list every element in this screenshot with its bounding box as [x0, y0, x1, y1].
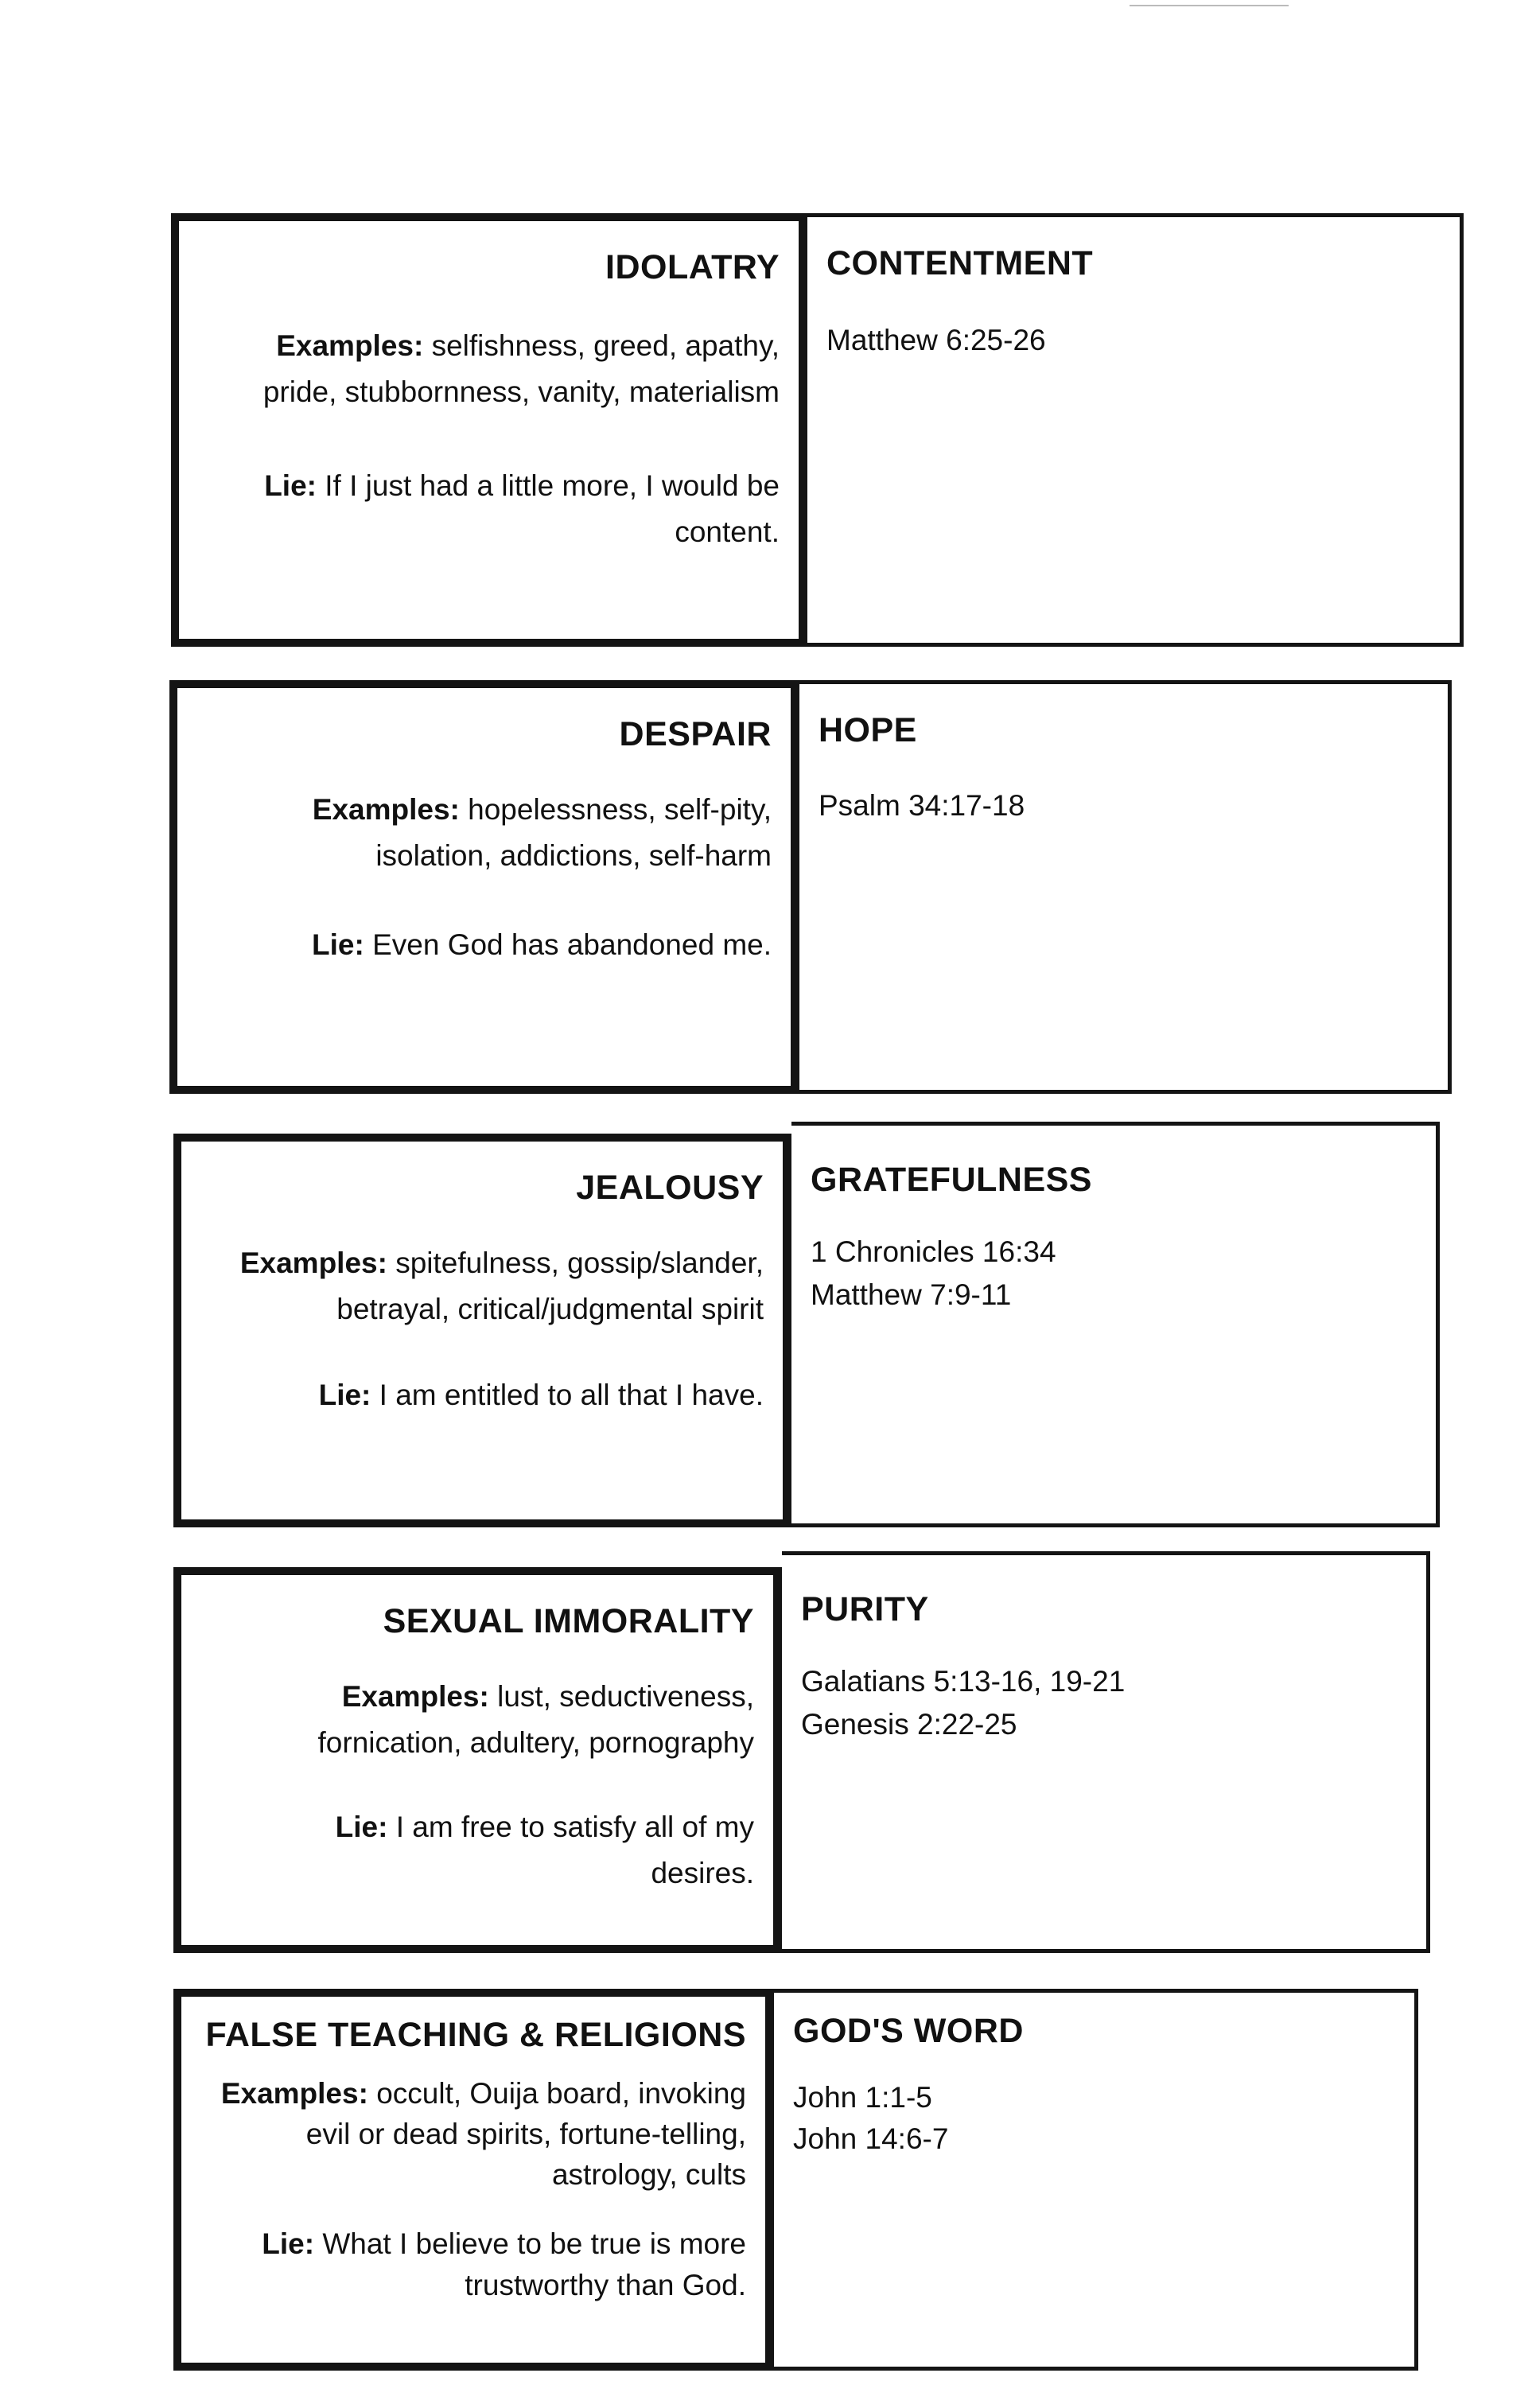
sin-cell-false-teaching [173, 1989, 774, 2371]
sin-title: FALSE TEACHING & RELIGIONS [205, 2016, 746, 2054]
sin-title: IDOLATRY [605, 248, 780, 286]
sin-cell-despair [169, 680, 799, 1094]
examples-line2: pride, stubbornness, vanity, materialism [262, 375, 780, 408]
virtue-title: GOD'S WORD [793, 2012, 1024, 2050]
scripture-ref: Matthew 7:9-11 [811, 1278, 1012, 1311]
virtue-title: PURITY [801, 1590, 929, 1628]
lie-label: Lie: [312, 928, 364, 961]
lie-line1: I am entitled to all that I have. [379, 1379, 764, 1411]
sin-examples [181, 1674, 754, 1766]
sin-cell-jealousy [173, 1134, 791, 1527]
sin-examples [179, 323, 780, 415]
lie-line1: Even God has abandoned me. [372, 928, 772, 961]
lie-line2: trustworthy than God. [465, 2269, 746, 2301]
sin-lie [181, 2223, 746, 2306]
examples-label: Examples: [341, 1680, 489, 1713]
virtue-cell-hope [799, 680, 1452, 1094]
scripture-ref: Matthew 6:25-26 [826, 324, 1046, 356]
virtue-refs [801, 1660, 1426, 1746]
virtue-cell-gratefulness [791, 1122, 1440, 1527]
examples-label: Examples: [220, 2077, 368, 2110]
sin-lie [177, 922, 772, 968]
scripture-ref: Genesis 2:22-25 [801, 1708, 1017, 1741]
examples-line1: spitefulness, gossip/slander, [395, 1247, 764, 1279]
sin-lie [179, 463, 780, 555]
scripture-ref: Galatians 5:13-16, 19-21 [801, 1665, 1126, 1698]
lie-line1: What I believe to be true is more [322, 2227, 746, 2260]
virtue-refs [811, 1231, 1436, 1317]
examples-line1: occult, Ouija board, invoking [376, 2077, 746, 2110]
examples-line3: astrology, cults [551, 2158, 746, 2191]
lie-line2: content. [675, 515, 780, 548]
lie-label: Lie: [335, 1811, 388, 1843]
examples-line2: evil or dead spirits, fortune-telling, [305, 2118, 746, 2150]
examples-label: Examples: [312, 793, 460, 826]
examples-label: Examples: [276, 329, 424, 362]
sin-lie [181, 1804, 754, 1896]
sin-examples [177, 787, 772, 879]
examples-line1: selfishness, greed, apathy, [431, 329, 780, 362]
examples-line2: isolation, addictions, self-harm [375, 839, 772, 872]
sin-title: DESPAIR [619, 715, 772, 753]
sin-cell-sexual-immorality [173, 1567, 782, 1953]
virtue-refs [826, 319, 1460, 362]
scripture-ref: Psalm 34:17-18 [819, 789, 1025, 822]
sin-title: SEXUAL IMMORALITY [383, 1602, 754, 1640]
sin-examples [181, 2073, 746, 2195]
lie-line1: If I just had a little more, I would be [325, 469, 780, 502]
virtue-cell-gods-word [774, 1989, 1418, 2371]
virtue-cell-contentment [807, 213, 1464, 647]
lie-line1: I am free to satisfy all of my [395, 1811, 754, 1843]
scripture-ref: John 1:1-5 [793, 2081, 932, 2114]
virtue-title: CONTENTMENT [826, 244, 1094, 282]
lie-line2: desires. [651, 1857, 754, 1889]
virtue-cell-purity [782, 1551, 1430, 1953]
examples-line1: lust, seductiveness, [497, 1680, 754, 1713]
sin-examples [181, 1240, 764, 1332]
examples-line2: fornication, adultery, pornography [317, 1726, 754, 1759]
virtue-refs [793, 2077, 1414, 2160]
scripture-ref: 1 Chronicles 16:34 [811, 1235, 1056, 1268]
virtue-refs [819, 784, 1448, 827]
examples-line2: betrayal, critical/judgmental spirit [336, 1293, 764, 1325]
virtue-title: HOPE [819, 711, 917, 749]
lie-label: Lie: [264, 469, 317, 502]
virtue-title: GRATEFULNESS [811, 1161, 1092, 1199]
sin-cell-idolatry [171, 213, 807, 647]
examples-line1: hopelessness, self-pity, [468, 793, 772, 826]
scripture-ref: John 14:6-7 [793, 2122, 949, 2155]
sin-lie [181, 1372, 764, 1418]
sin-title: JEALOUSY [576, 1169, 764, 1207]
examples-label: Examples: [239, 1247, 387, 1279]
lie-label: Lie: [262, 2227, 315, 2260]
lie-label: Lie: [318, 1379, 371, 1411]
